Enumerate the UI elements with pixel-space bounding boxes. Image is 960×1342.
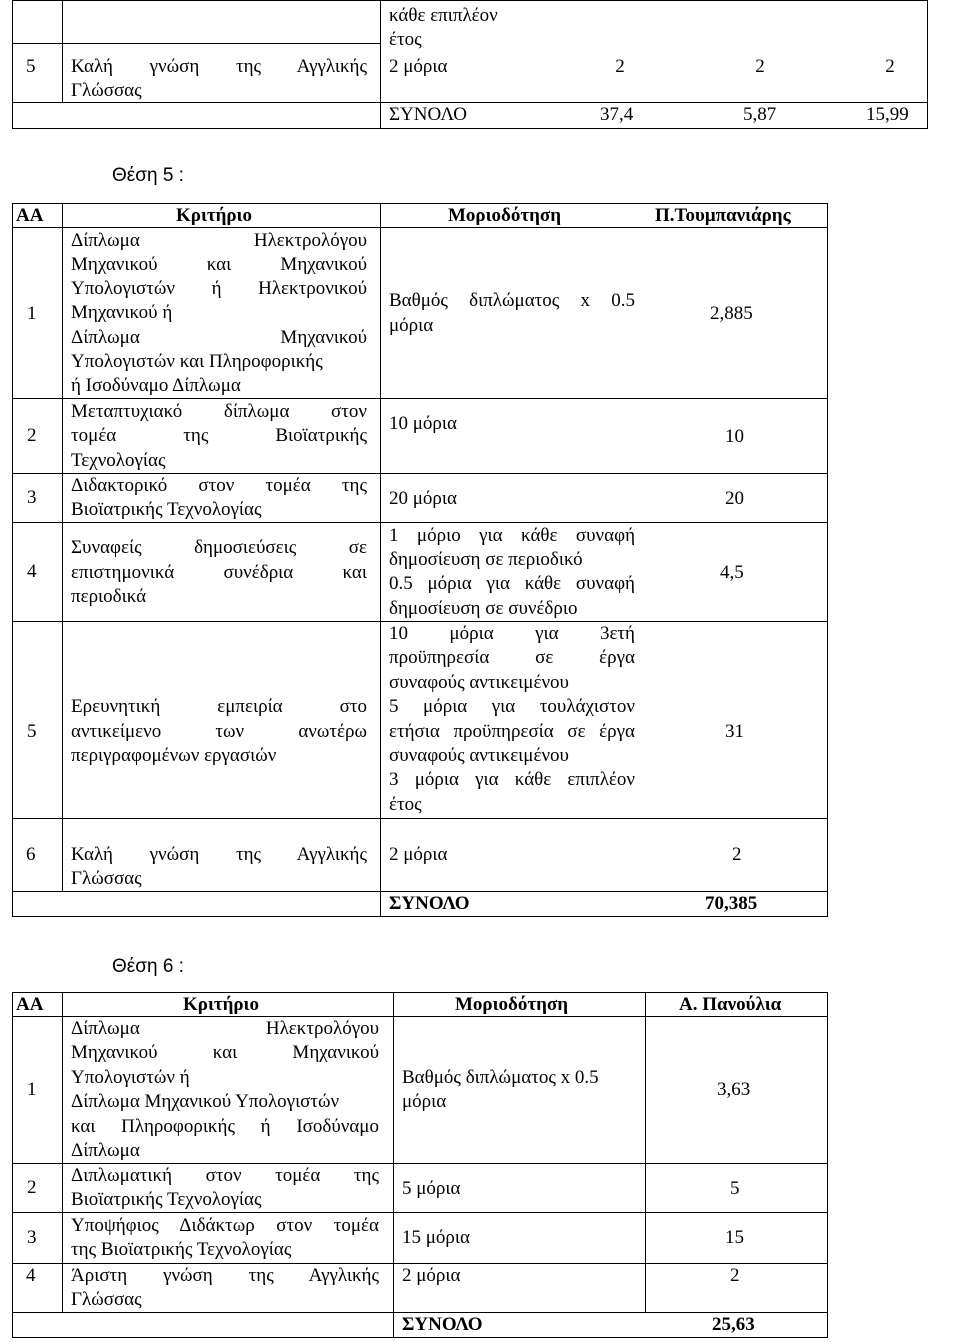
section-title: Θέση 5 : [112, 165, 184, 186]
score-line: 1 μόριο για κάθε συναφή [389, 525, 635, 546]
total-label: ΣΥΝΟΛΟ [402, 1314, 483, 1335]
criterion-line: Γλώσσας [71, 868, 142, 889]
total-value: 5,87 [743, 104, 777, 125]
criterion-line: Διπλωματική στον τομέα της [71, 1165, 379, 1186]
row-number: 2 [27, 425, 37, 446]
criterion-line: Γλώσσας [71, 1289, 142, 1310]
score-line: συναφούς αντικειμένου [389, 672, 569, 693]
criterion-line: Βιοϊατρικής Τεχνολογίας [71, 499, 262, 520]
criterion-line: Ερευνητική εμπειρία στο [71, 696, 367, 717]
value-cell: 2 [755, 56, 765, 77]
score-line: δημοσίευση σε περιοδικό [389, 549, 583, 570]
criterion-line: Μηχανικού και Μηχανικού [71, 1042, 379, 1063]
criterion-line: περιγραφομένων εργασιών [71, 745, 277, 766]
candidate-value: 2 [732, 844, 742, 865]
criterion-line: τομέα της Βιοϊατρικής [71, 425, 367, 446]
header-criterion: Κριτήριο [183, 994, 259, 1015]
total-value: 15,99 [866, 104, 909, 125]
score-line: 10 μόρια για 3ετή [389, 623, 635, 644]
criterion-line: Μηχανικού και Μηχανικού [71, 254, 367, 275]
score-line: Βαθμός διπλώματος x 0.5 [389, 290, 635, 311]
score-line: 5 μόρια [402, 1178, 461, 1199]
score-line: 20 μόρια [389, 488, 457, 509]
candidate-value: 2,885 [710, 303, 753, 324]
row-number: 5 [26, 56, 36, 77]
criterion-line: Υπολογιστών ή Ηλεκτρονικού [71, 278, 367, 299]
score-line: μόρια [389, 315, 434, 336]
score-line: 5 μόρια για τουλάχιστον [389, 696, 635, 717]
score-text: 2 μόρια [389, 56, 448, 77]
criterion-line: Υπολογιστών ή [71, 1067, 190, 1088]
criterion-line: Δίπλωμα Μηχανικού Υπολογιστών [71, 1091, 340, 1112]
header-aa: ΑΑ [16, 994, 44, 1015]
criterion-line: αντικείμενο των ανωτέρω [71, 721, 367, 742]
criterion-line: Διδακτορικό στον τομέα της [71, 475, 367, 496]
criterion-line: επιστημονικά συνέδρια και [71, 562, 367, 583]
criterion-line: Γλώσσας [71, 80, 142, 101]
row-number: 5 [27, 721, 37, 742]
criterion-line: ή Ισοδύναμο Δίπλωμα [71, 375, 241, 396]
total-value: 37,4 [600, 104, 634, 125]
criterion-line: Καλή γνώση της Αγγλικής [71, 844, 367, 865]
row-number: 1 [27, 303, 37, 324]
score-line: 10 μόρια [389, 413, 457, 434]
row-number: 6 [26, 844, 36, 865]
score-line: 0.5 μόρια για κάθε συναφή [389, 573, 635, 594]
value-cell: 2 [885, 56, 895, 77]
total-label: ΣΥΝΟΛΟ [389, 104, 468, 125]
total-value: 25,63 [712, 1314, 755, 1335]
criterion-line: Καλή γνώση της Αγγλικής [71, 56, 367, 77]
criterion-line: Μηχανικού ή [71, 302, 173, 323]
candidate-value: 3,63 [717, 1079, 751, 1100]
criterion-line: περιοδικά [71, 586, 147, 607]
header-candidate: Π.Τουμπανιάρης [655, 205, 791, 226]
score-line: 2 μόρια [402, 1265, 461, 1286]
header-criterion: Κριτήριο [176, 205, 252, 226]
criterion-line: Δίπλωμα Ηλεκτρολόγου [71, 1018, 379, 1039]
criterion-line: Δίπλωμα Ηλεκτρολόγου [71, 230, 367, 251]
criterion-line: Άριστη γνώση της Αγγλικής [71, 1265, 379, 1286]
score-line: 3 μόρια για κάθε επιπλέον [389, 769, 635, 790]
section-title: Θέση 6 : [112, 956, 184, 977]
score-line: Βαθμός διπλώματος x 0.5 [402, 1067, 599, 1088]
criterion-line: Τεχνολογίας [71, 450, 166, 471]
total-value: 70,385 [705, 893, 758, 914]
criterion-line: Συναφείς δημοσιεύσεις σε [71, 537, 367, 558]
score-line: έτος [389, 794, 422, 815]
candidate-value: 10 [725, 426, 744, 447]
header-scoring: Μοριοδότηση [448, 205, 562, 226]
row-number: 2 [27, 1177, 37, 1198]
header-scoring: Μοριοδότηση [455, 994, 569, 1015]
criterion-line: Βιοϊατρικής Τεχνολογίας [71, 1189, 262, 1210]
criterion-line: Υποψήφιος Διδάκτωρ στον τομέα [71, 1215, 379, 1236]
row-number: 3 [27, 1227, 37, 1248]
criterion-line: της Βιοϊατρικής Τεχνολογίας [71, 1239, 292, 1260]
prev-score-continuation-1: κάθε επιπλέον [389, 5, 498, 26]
prev-score-continuation-2: έτος [389, 29, 422, 50]
candidate-value: 4,5 [720, 562, 744, 583]
criterion-line: Υπολογιστών και Πληροφορικής [71, 351, 323, 372]
candidate-value: 5 [730, 1178, 740, 1199]
total-label: ΣΥΝΟΛΟ [389, 893, 470, 914]
criterion-line: Δίπλωμα [71, 1140, 140, 1161]
row-number: 3 [27, 487, 37, 508]
value-cell: 2 [615, 56, 625, 77]
candidate-value: 31 [725, 721, 744, 742]
row-number: 4 [26, 1265, 36, 1286]
row-number: 1 [27, 1079, 37, 1100]
score-line: δημοσίευση σε συνέδριο [389, 598, 578, 619]
criterion-line: Δίπλωμα Μηχανικού [71, 327, 367, 348]
score-line: μόρια [402, 1091, 447, 1112]
criterion-line: και Πληροφορικής ή Ισοδύναμο [71, 1116, 379, 1137]
candidate-value: 20 [725, 488, 744, 509]
score-line: 2 μόρια [389, 844, 448, 865]
header-candidate: Α. Πανούλια [679, 994, 782, 1015]
criterion-line: Μεταπτυχιακό δίπλωμα στον [71, 401, 367, 422]
row-number: 4 [27, 561, 37, 582]
score-line: συναφούς αντικειμένου [389, 745, 569, 766]
candidate-value: 15 [725, 1227, 744, 1248]
score-line: προϋπηρεσία σε έργα [389, 647, 635, 668]
header-aa: ΑΑ [16, 205, 44, 226]
candidate-value: 2 [730, 1265, 740, 1286]
score-line: 15 μόρια [402, 1227, 470, 1248]
score-line: ετήσια προϋπηρεσία σε έργα [389, 721, 635, 742]
